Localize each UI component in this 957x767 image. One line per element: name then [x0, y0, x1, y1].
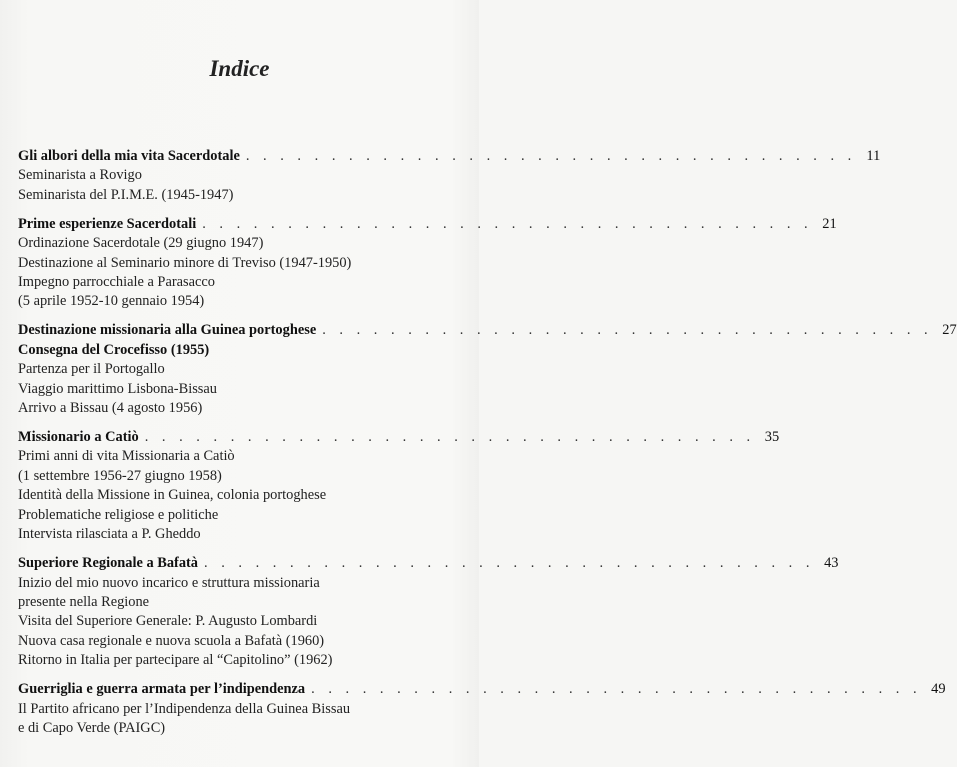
subsection-entry: Seminarista a Rovigo [18, 167, 142, 184]
subsection-entry: Nuova casa regionale e nuova scuola a Bafatà (1960) [18, 632, 325, 649]
dot-leader: . . . . . . . . . . . . . . . . . . . . . . . . . . . . . . . . . . . . [204, 555, 815, 572]
toc-section [18, 215, 837, 312]
toc-section [18, 321, 957, 418]
subsection-entry: Partenza per il Portogallo [18, 361, 165, 378]
subsection-entry: Il Partito africano per l’Indipendenza della Guinea Bissau [18, 700, 351, 717]
dot-leader: . . . . . . . . . . . . . . . . . . . . . . . . . . . . . . . . . . . . [311, 681, 922, 698]
toc-section [18, 147, 881, 205]
subsection-entry: Destinazione al Seminario minore di Treviso (1947-1950) [18, 254, 352, 271]
chapter-title: Prime esperienze Sacerdotali [18, 215, 197, 232]
dot-leader: . . . . . . . . . . . . . . . . . . . . . . . . . . . . . . . . . . . . [144, 429, 756, 446]
subsection-entry: Ordinazione Sacerdotale (29 giugno 1947) [18, 235, 264, 252]
chapter-title: Superiore Regionale a Bafatà [18, 555, 199, 572]
subsection-entry: Identità della Missione in Guinea, colonia portoghese [18, 487, 327, 504]
chapter-title: Gli albori della mia vita Sacerdotale [18, 148, 240, 164]
subsection-entry: (5 aprile 1952-10 gennaio 1954) [18, 293, 205, 310]
subsection-entry: Visita del Superiore Generale: P. Augusto Lombardi [18, 613, 318, 630]
toc-section [18, 680, 946, 738]
toc-section [18, 554, 839, 670]
chapter-title: Destinazione missionaria alla Guinea portoghese [18, 322, 317, 339]
toc-entry [18, 680, 946, 699]
subsection-entry: Seminarista del P.I.M.E. (1945-1947) [18, 186, 234, 203]
subsection-entry: (1 settembre 1956-27 giugno 1958) [18, 467, 222, 484]
chapter-title: Guerriglia e guerra armata per l’indipendenza [18, 681, 306, 698]
page-number: 49 [931, 681, 946, 698]
toc-entry [18, 215, 837, 234]
subsection-entry: Problematiche religiose e politiche [18, 506, 219, 523]
subsection-entry: Impegno parrocchiale a Parasacco [18, 274, 215, 291]
page-number: 43 [824, 555, 839, 572]
toc-entry [18, 428, 780, 447]
subsection-entry: Primi anni di vita Missionaria a Catiò [18, 448, 235, 465]
page-number: 27 [942, 322, 957, 339]
page-number: 11 [866, 148, 881, 164]
toc-section [18, 428, 780, 544]
page-number: 35 [764, 429, 780, 446]
dot-leader: . . . . . . . . . . . . . . . . . . . . . . . . . . . . . . . . . . . . [322, 322, 933, 339]
subsection-entry: presente nella Regione [18, 593, 150, 610]
subsection-entry: Ritorno in Italia per partecipare al “Capitolino” (1962) [18, 652, 333, 669]
toc-entry [18, 321, 957, 340]
subsection-entry: Intervista rilasciata a P. Gheddo [18, 526, 201, 543]
subsection-entry: Viaggio marittimo Lisbona-Bissau [18, 380, 217, 397]
chapter-subtitle: Consegna del Crocefisso (1955) [18, 341, 210, 358]
toc-entry [18, 147, 881, 166]
dot-leader: . . . . . . . . . . . . . . . . . . . . . . . . . . . . . . . . . . . . [245, 148, 857, 164]
subsection-entry: e di Capo Verde (PAIGC) [18, 719, 166, 736]
dot-leader: . . . . . . . . . . . . . . . . . . . . . . . . . . . . . . . . . . . . [202, 215, 813, 232]
page-title: Indice [209, 56, 270, 81]
page-number: 21 [822, 215, 837, 232]
chapter-title: Missionario a Catiò [18, 429, 139, 446]
subsection-entry: Inizio del mio nuovo incarico e struttura missionaria [18, 574, 320, 591]
subsection-entry: Arrivo a Bissau (4 agosto 1956) [18, 400, 203, 417]
toc-entry [18, 554, 839, 573]
table-of-contents [18, 147, 957, 748]
